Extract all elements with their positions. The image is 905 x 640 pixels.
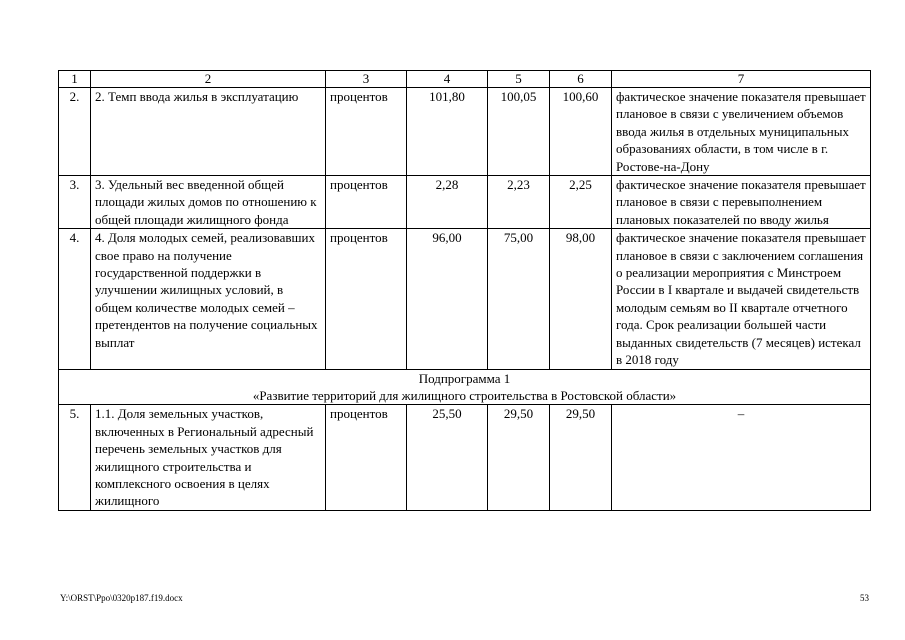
- header-col-5: 5: [488, 71, 550, 88]
- table-row: [59, 229, 871, 369]
- table-row: [59, 88, 871, 176]
- header-col-1: 1: [59, 71, 91, 88]
- row-number: 5.: [59, 405, 91, 510]
- value-plan: 75,00: [488, 229, 550, 369]
- value-fact: 29,50: [550, 405, 612, 510]
- value-plan-prev: 101,80: [407, 88, 488, 176]
- row-number: 3.: [59, 176, 91, 229]
- indicator-name: 2. Темп ввода жилья в эксплуатацию: [91, 88, 326, 176]
- indicator-table: [58, 70, 871, 511]
- value-fact: 2,25: [550, 176, 612, 229]
- header-col-6: 6: [550, 71, 612, 88]
- deviation-note: фактическое значение показателя превышает плановое в связи с перевыполнением плановых показателей по вводу жилья: [612, 176, 871, 229]
- unit-cell: процентов: [326, 88, 407, 176]
- table-row: [59, 405, 871, 510]
- header-col-2: 2: [91, 71, 326, 88]
- subprogram-title: Подпрограмма 1: [418, 370, 511, 386]
- subprogram-subtitle: «Развитие территорий для жилищного строительства в Ростовской области»: [252, 387, 677, 403]
- subprogram-row: [59, 369, 871, 405]
- header-row: [59, 71, 871, 88]
- footer-file-path: Y:\ORST\Ppo\0320p187.f19.docx: [60, 593, 183, 603]
- unit-cell: процентов: [326, 405, 407, 510]
- row-number: 4.: [59, 229, 91, 369]
- value-plan: 29,50: [488, 405, 550, 510]
- header-col-3: 3: [326, 71, 407, 88]
- page-number: 53: [860, 593, 869, 603]
- value-fact: 100,60: [550, 88, 612, 176]
- header-col-7: 7: [612, 71, 871, 88]
- value-fact: 98,00: [550, 229, 612, 369]
- row-number: 2.: [59, 88, 91, 176]
- value-plan-prev: 96,00: [407, 229, 488, 369]
- value-plan-prev: 25,50: [407, 405, 488, 510]
- unit-cell: процентов: [326, 176, 407, 229]
- indicator-name: 1.1. Доля земельных участков, включенных в Региональный адресный перечень земельных участков для жилищного строительства и комплексного освоения в целях жилищного: [91, 405, 326, 510]
- deviation-note: –: [612, 405, 871, 510]
- indicator-name: 3. Удельный вес введенной общей площади жилых домов по отношению к общей площади жилищного фонда: [91, 176, 326, 229]
- header-col-4: 4: [407, 71, 488, 88]
- value-plan: 100,05: [488, 88, 550, 176]
- table-row: [59, 176, 871, 229]
- deviation-note: фактическое значение показателя превышает плановое в связи с заключением соглашения о реализации мероприятия с Минстроем России в I квартале и выдачей свидетельств молодым семьям во II квартале отчетного года. Срок реализации большей части выданных свидетельств (7 месяцев) истекал в 2018 году: [612, 229, 871, 369]
- subprogram-heading: [59, 369, 871, 405]
- indicator-name: 4. Доля молодых семей, реализовавших свое право на получение государственной поддержки в улучшении жилищных условий, в общем количестве молодых семей – претендентов на получение социальных выплат: [91, 229, 326, 369]
- value-plan-prev: 2,28: [407, 176, 488, 229]
- deviation-note: фактическое значение показателя превышает плановое в связи с увеличением объемов ввода жилья в отдельных муниципальных образованиях области, в том числе в г. Ростове-на-Дону: [612, 88, 871, 176]
- unit-cell: процентов: [326, 229, 407, 369]
- value-plan: 2,23: [488, 176, 550, 229]
